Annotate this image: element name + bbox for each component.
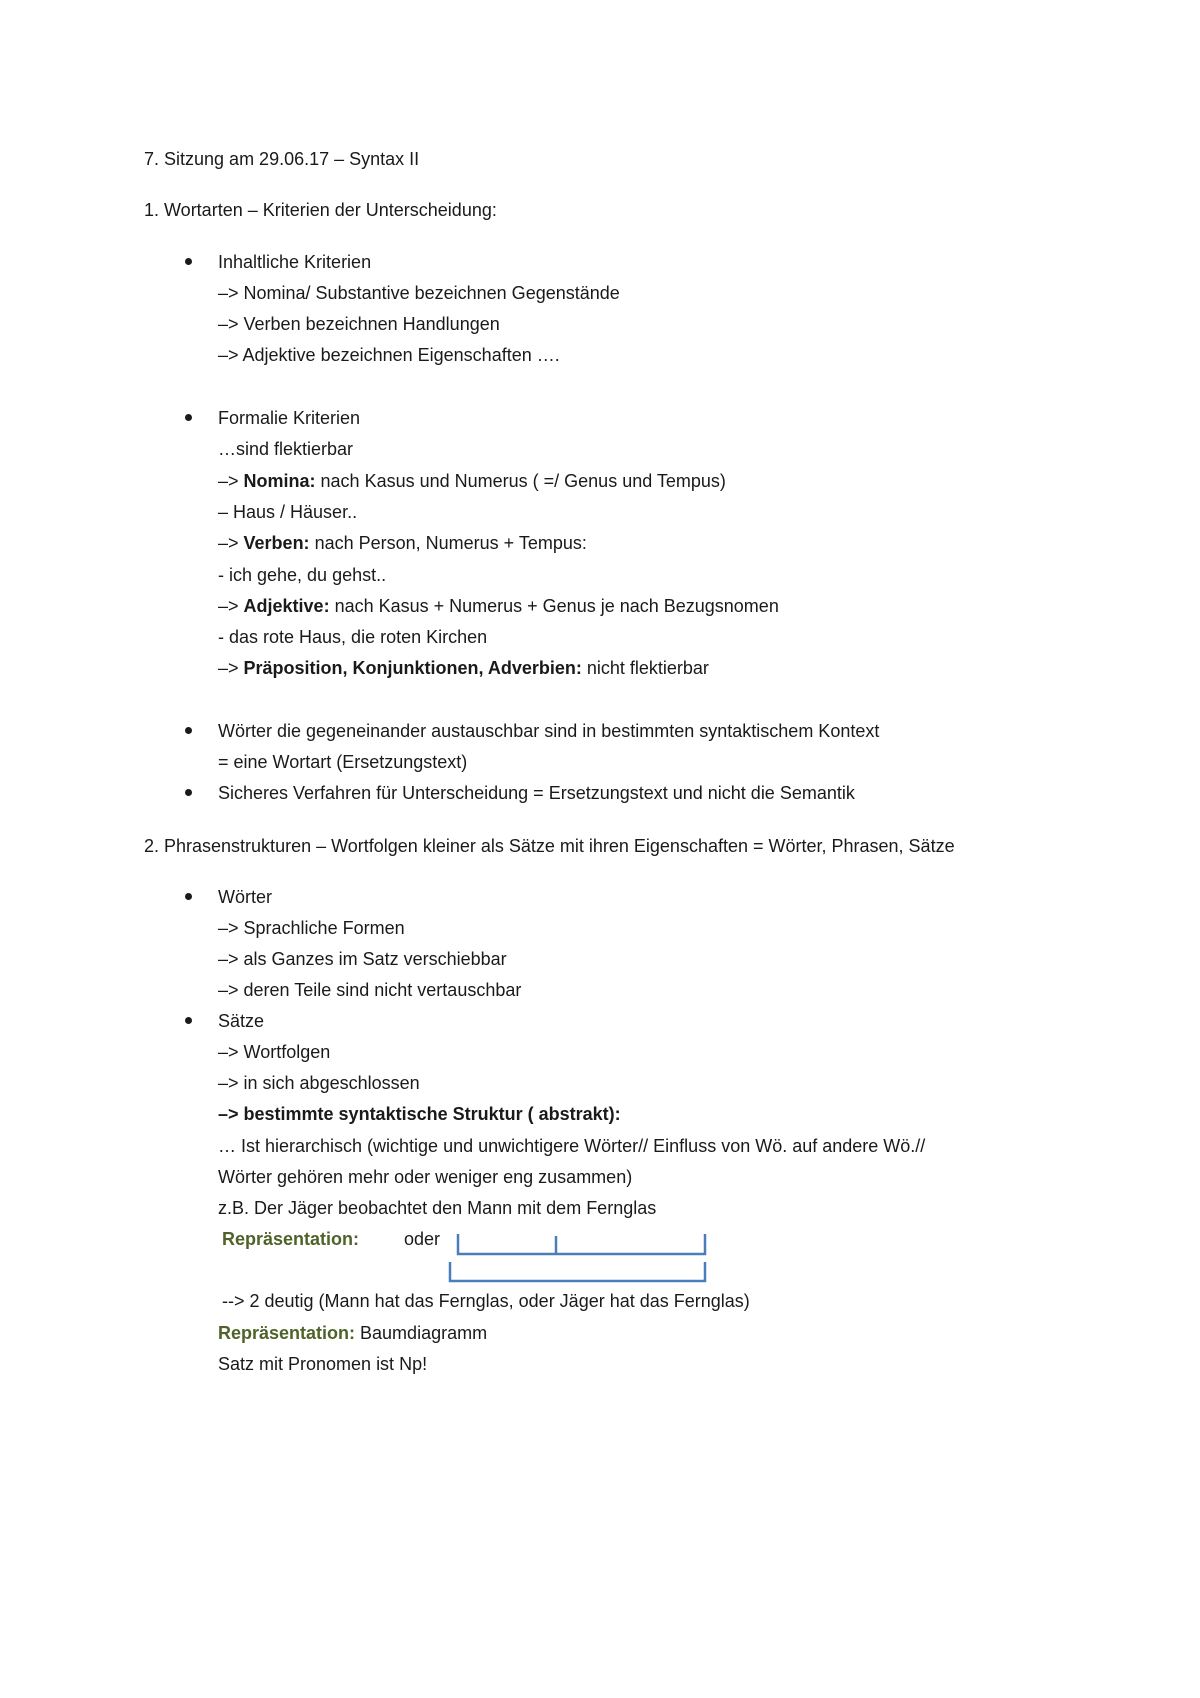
list-line: –> Nomina/ Substantive bezeichnen Gegenstände: [218, 283, 620, 303]
list-line: - ich gehe, du gehst..: [218, 565, 387, 585]
inhaltliche-kriterien-label: Inhaltliche Kriterien: [218, 252, 372, 272]
list-line-adjektive: –> Adjektive: nach Kasus + Numerus + Genus je nach Bezugsnomen: [218, 596, 779, 616]
list-line: --> 2 deutig (Mann hat das Fernglas, oder Jäger hat das Fernglas): [222, 1291, 750, 1311]
section-1-heading: 1. Wortarten – Kriterien der Unterscheidung:: [144, 200, 497, 220]
example-sentence: z.B. Der Jäger beobachtet den Mann mit dem Fernglas: [218, 1198, 657, 1218]
list-line: - das rote Haus, die roten Kirchen: [218, 627, 488, 647]
list-line: Wörter die gegeneinander austauschbar sind in bestimmten syntaktischem Kontext: [218, 721, 880, 741]
list-line: Wörter gehören mehr oder weniger eng zusammen): [218, 1167, 633, 1187]
list-line-praeposition: –> Präposition, Konjunktionen, Adverbien: nicht flektierbar: [218, 658, 709, 678]
list-line: –> Sprachliche Formen: [218, 918, 405, 938]
list-line-verben: –> Verben: nach Person, Numerus + Tempus:: [218, 533, 587, 553]
saetze-label: Sätze: [218, 1011, 265, 1031]
woerter-label: Wörter: [218, 887, 272, 907]
list-line: –> deren Teile sind nicht vertauschbar: [218, 980, 522, 1000]
list-line: = eine Wortart (Ersetzungstext): [218, 752, 468, 772]
list-line: –> als Ganzes im Satz verschiebbar: [218, 949, 507, 969]
oder-label: oder: [404, 1229, 441, 1249]
list-line: Satz mit Pronomen ist Np!: [218, 1354, 428, 1374]
list-line-nomina: –> Nomina: nach Kasus und Numerus ( =/ Genus und Tempus): [218, 471, 726, 491]
list-line: Sicheres Verfahren für Unterscheidung = Ersetzungstext und nicht die Semantik: [218, 783, 855, 803]
representation-line-2: Repräsentation: Baumdiagramm: [218, 1323, 488, 1343]
list-line: –> Adjektive bezeichnen Eigenschaften ….: [218, 345, 560, 365]
section-2-heading: 2. Phrasenstrukturen – Wortfolgen kleiner als Sätze mit ihren Eigenschaften = Wörter, Phrasen, Sätze: [144, 836, 955, 856]
representation-label: Repräsentation:: [222, 1229, 360, 1249]
lower-bracket: [450, 1262, 705, 1281]
list-line-bold: –> bestimmte syntaktische Struktur ( abstrakt):: [218, 1104, 621, 1124]
upper-bracket: [458, 1234, 705, 1254]
list-line: … Ist hierarchisch (wichtige und unwichtigere Wörter// Einfluss von Wö. auf andere Wö.//: [218, 1136, 926, 1156]
list-line: – Haus / Häuser..: [218, 502, 358, 522]
list-line: –> in sich abgeschlossen: [218, 1073, 420, 1093]
document-title: 7. Sitzung am 29.06.17 – Syntax II: [144, 149, 420, 169]
list-line: –> Verben bezeichnen Handlungen: [218, 314, 500, 334]
list-line: –> Wortfolgen: [218, 1042, 331, 1062]
list-line: …sind flektierbar: [218, 439, 354, 459]
formale-kriterien-label: Formalie Kriterien: [218, 408, 361, 428]
